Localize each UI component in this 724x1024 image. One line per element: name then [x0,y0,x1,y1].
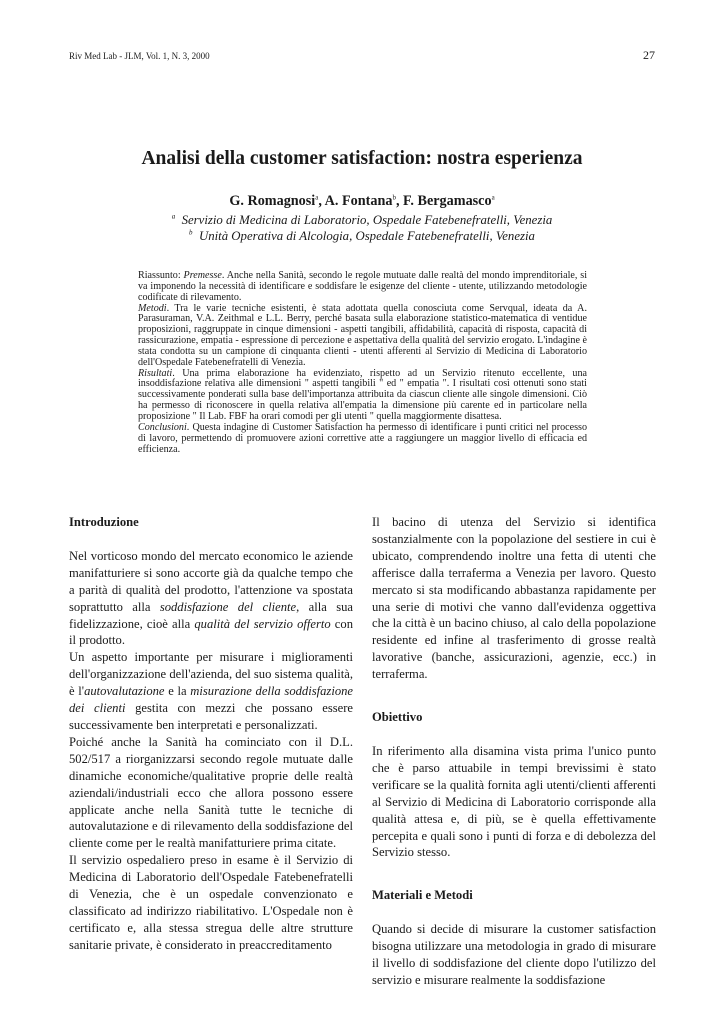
body-emphasis: misurazione della soddisfazione dei clienti [69,684,353,716]
section-label: Risultati [138,367,173,379]
page-number: 27 [643,48,655,62]
affiliation-mark: a [315,193,319,202]
body-paragraph: Poiché anche la Sanità ha cominciato con il D.L. 502/517 a riorganizzarsi secondo regole mutuate dalle dinamiche economiche/qualitative proprie delle realtà aziendali/industriali ecco che allora possono essere applicate anche nella Sanità tutte le tecniche di autovalutazione e di rilevamento della soddisfazione del cliente come per le realtà manifatturiere prima citate. [69,734,353,851]
author-name: , A. Fontana [318,193,393,209]
body-text: con il prodotto. [69,616,353,648]
abstract-text: . Una prima elaborazione ha evidenziato, rispetto ad un Servizio ritenuto eccellente, una insoddisfazione relativa alle dimensioni " aspetti tangibili " ed " empatia ". I risultati così ottenuti sono stati successivamente ponderati sulla base dell'importanza attribuita da ciascun cliente alle singole dimensioni. Ciò ha permesso di riconoscere in quella relativa all'empatia la dimensione più carente ed in particolare nella proposizione " Il Lab. FBF ha orari comodi per gli utenti " quella maggiormente disattesa. [138,367,587,422]
section-label: Conclusioni [138,421,187,433]
abstract-text: . Questa indagine di Customer Satisfaction ha permesso di identificare i punti critici nel processo di lavoro, permettendo di promuovere azioni correttive atte a raggiungere un maggior livello di efficacia ed efficienza. [138,421,587,455]
abstract-text: . Tra le varie tecniche esistenti, è stata adottata quella conosciuta come Servqual, ideata da A. Parasuraman, V.A. Zeithmal e L.L. Berry, perché basata sulla elaborazione statistico-matematica di ventidue proposizioni, raggruppate in cinque dimensioni - aspetti tangibili, affidabilità, capacità di risposta, capacità di rassicurazione, empatia - espressione di percezione e aspettativa della qualità del servizio erogato. L'indagine è stata condotta su un campione di cinquanta clienti - utenti afferenti al Servizio di Medicina di Laboratorio dell'Ospedale Fatebenefratelli di Venezia. [138,302,587,368]
section-label: Metodi [138,302,167,314]
body-text: e la [164,684,191,699]
body-text: gestita con mezzi che possano essere successivamente ben interpretati e personalizzati. [69,701,353,732]
article-title: Analisi della customer satisfaction: nostra esperienza [141,148,583,169]
body-text: , alla sua fidelizzazione, cioè alla [69,599,353,631]
body-paragraph: Il bacino di utenza del Servizio si identifica sostanzialmente con la popolazione del sestiere in cui è ubicato, comprendendo inoltre una fetta di utenti che afferisce dalla terraferma a Venezia per lavoro. Questo mercato si sta modificando abbastanza rapidamente per una serie di motivi che vanno dall'evidenza oggettiva che la città è un bacino chiuso, al calo della popolazione residente ed infine al trasferimento di grosse realtà lavorative (banche, assicurazioni, agenzie, ecc.) in terraferma. [372,515,656,682]
abstract [138,271,587,455]
section-label: Premesse [183,270,222,281]
body-paragraph [69,649,353,734]
body-emphasis: soddisfazione del cliente [159,599,297,614]
abstract-risultati [138,369,587,423]
author-name: , F. Bergamasco [395,193,492,209]
affiliation [60,229,664,244]
right-column [372,514,656,989]
abstract-text: . Anche nella Sanità, secondo le regole mutuate dalle realtà del mondo imprenditoriale, si va imponendo la necessità di identificare e soddisfare le esigenze del cliente - utente, utilizzando metodologie codificate di rilevamento. [138,270,588,303]
abstract-premesse: Riassunto: Premesse. Anche nella Sanità, secondo le regole mutuate dalle realtà del mondo imprenditoriale, si va imponendo la necessità di identificare e soddisfare le esigenze del cliente - utente, utilizzando metodologie codificate di rilevamento. [138,270,588,303]
affiliation-mark: b [392,193,396,202]
abstract-label: Riassunto [138,270,178,281]
affiliation-mark: b [189,228,193,237]
section-heading-obiettivo: Obiettivo [372,710,423,725]
abstract-conclusioni [138,423,587,456]
body-text: Un aspetto importante per misurare i miglioramenti dell'organizzazione dell'azienda, del suo sistema qualità, è l' [69,650,353,699]
body-paragraph: Quando si decide di misurare la customer satisfaction bisogna utilizzare una metodologia in grado di misurare il livello di soddisfazione del cliente dopo l'utilizzo del servizio e misurare realmente la soddisfazione [372,922,656,987]
section-heading-introduzione: Introduzione [69,515,139,529]
affiliation [60,213,664,228]
left-column [69,514,353,954]
body-paragraph: Il servizio ospedaliero preso in esame è il Servizio di Medicina di Laboratorio dell'Ospedale Fatebenefratelli di Venezia, che è un ospedale convenzionato e classificato ad indirizzo riabilitativo. L'Ospedale non è certificato e, alla stessa stregua delle altre strutture sanitarie private, è considerato in preaccreditamento [69,853,353,952]
affiliation-text: Servizio di Medicina di Laboratorio, Ospedale Fatebenefratelli, Venezia [181,213,553,227]
affiliation-text: Unità Operativa di Alcologia, Ospedale Fatebenefratelli, Venezia [198,229,535,243]
running-head: Riv Med Lab - JLM, Vol. 1, N. 3, 2000 [69,51,210,61]
abstract-metodi [138,304,587,369]
body-paragraph: In riferimento alla disamina vista prima l'unico punto che è parso attuabile in tempi brevissimi è stato verificare se la qualità fornita agli utenti/clienti afferenti al Servizio di Medicina di Laboratorio corrisponde alla qualità attesa e, di più, se è quella effettivamente percepita e quali sono i punti di forza e di debolezza del Servizio stesso. [372,743,656,860]
body-emphasis: autovalutazione [84,684,165,699]
section-heading-materiali-metodi: Materiali e Metodi [372,888,473,903]
author-list [60,193,664,210]
body-paragraph [69,548,353,649]
body-text: Nel vorticoso mondo del mercato economico le aziende manifatturiere si sono accorte già da qualche tempo che a parità di qualità del prodotto, l'attenzione va spostata soprattutto alla [69,548,353,614]
affiliation-mark: a [171,212,176,221]
body-emphasis: qualità del servizio offerto [194,616,331,631]
author-name: G. Romagnosi [229,193,316,209]
affiliation-mark: a [491,193,495,202]
